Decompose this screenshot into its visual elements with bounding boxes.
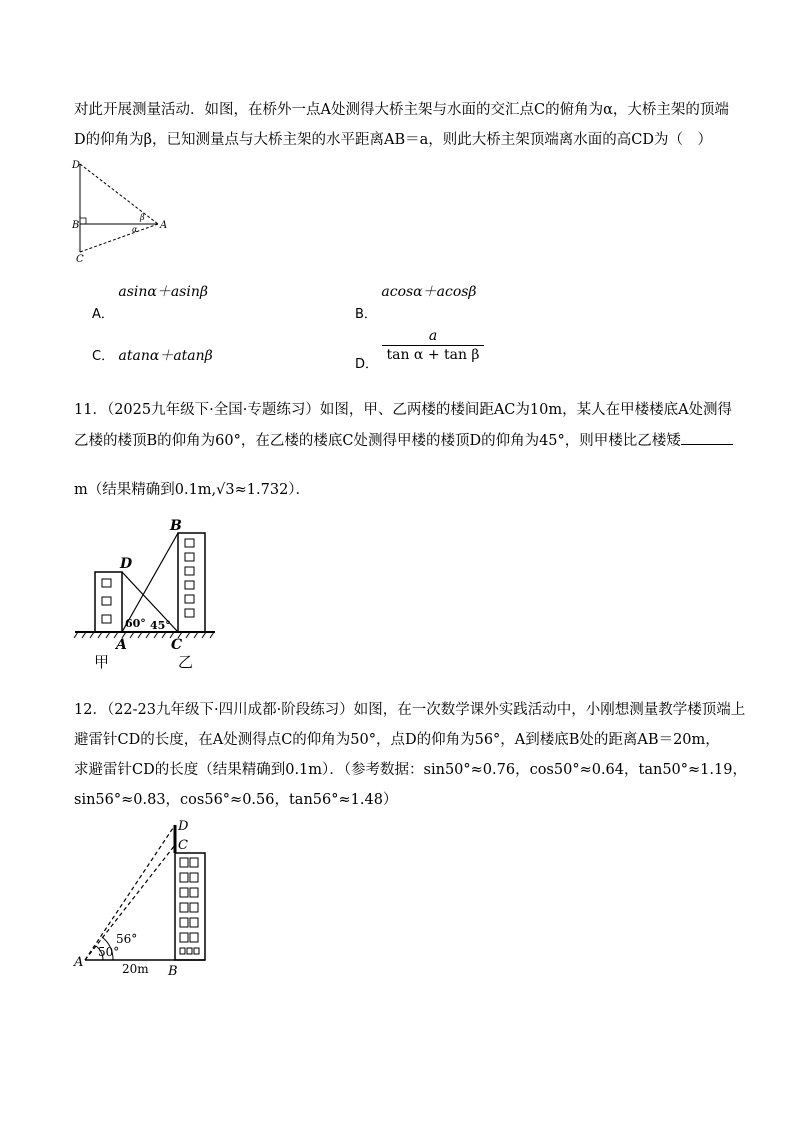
q10-option-c-text: atanα＋atanβ (118, 348, 213, 364)
q12-text-line2: 避雷针CD的长度，在A处测得点C的仰角为50°，点D的仰角为56°，A到楼底B处的距离AB＝20m， (74, 732, 720, 748)
q11-text-line2: 乙楼的楼顶B的仰角为60°，在乙楼的楼底C处测得甲楼的楼顶D的仰角为45°，则甲楼比乙楼矮 (74, 430, 694, 451)
q10-option-b-text: acosα＋acosβ (381, 284, 477, 300)
q10-option-d[interactable]: D． $\frac{a}{\text{tan α + tan β}}$ (355, 327, 484, 364)
q11-label-45: 45° (150, 619, 171, 632)
q11-label-jia: 甲 (94, 653, 110, 670)
q11-figure (70, 515, 220, 670)
q11-label-D: D (120, 556, 133, 572)
q12-text-line3: 求避雷针CD的长度（结果精确到0.1m）．（参考数据：sin50°≈0.76，cos50°≈0.64，tan50°≈1.19， (74, 762, 747, 778)
q12-text-line4: sin56°≈0.83，cos56°≈0.56，tan56°≈1.48） (74, 792, 398, 808)
q11-label-C: C (171, 637, 183, 653)
q10-option-d-fraction: $\frac{a}{\text{tan α + tan β}}$ (382, 327, 483, 364)
q10-label-D: D (72, 160, 81, 171)
q10-text-line2: D的仰角为β，已知测量点与大桥主架的水平距离AB＝a，则此大桥主架顶端离水面的高CD为（ ） (74, 132, 712, 148)
q10-label-C: C (76, 254, 84, 262)
q12-label-B: B (168, 964, 178, 979)
q10-option-a[interactable]: A． asinα＋asinβ (92, 284, 208, 322)
q10-option-b[interactable]: B． acosα＋acosβ (355, 284, 477, 322)
q10-option-a-text: asinα＋asinβ (118, 284, 208, 300)
q10-figure (66, 152, 176, 262)
q10-label-alpha: α (132, 225, 138, 234)
q12-label-20m: 20m (122, 962, 149, 976)
q10-option-c[interactable]: C． atanα＋atanβ (92, 348, 213, 364)
q11-text-line1: 11．（2025九年级下·全国·专题练习）如图，甲、乙两楼的楼间距AC为10m，某人在甲楼楼底A处测得 (74, 402, 733, 418)
q12-label-D: D (178, 819, 189, 834)
q10-label-B: B (72, 220, 80, 231)
q10-text-line1: 对此开展测量活动．如图，在桥外一点A处测得大桥主架与水面的交汇点C的俯角为α，大桥主架的顶端 (74, 102, 729, 118)
q12-label-50: 50° (98, 945, 120, 959)
q12-label-56: 56° (116, 932, 138, 946)
q12-text-line1: 12．（22-23九年级下·四川成都·阶段练习）如图，在一次数学课外实践活动中，小刚想测量教学楼顶端上 (74, 702, 746, 718)
q11-text-line3: m（结果精确到0.1m,√3≈1.732）． (74, 482, 311, 498)
q10-label-beta: β (140, 213, 145, 222)
q11-label-A: A (116, 637, 127, 653)
q11-label-B: B (170, 518, 182, 534)
q10-label-A: A (160, 220, 168, 231)
q12-label-C: C (178, 838, 188, 853)
q12-label-A: A (74, 955, 84, 970)
q11-label-60: 60° (125, 617, 146, 630)
q12-figure (70, 815, 220, 980)
q11-answer-blank[interactable] (681, 430, 733, 445)
q11-label-yi: 乙 (178, 653, 194, 670)
